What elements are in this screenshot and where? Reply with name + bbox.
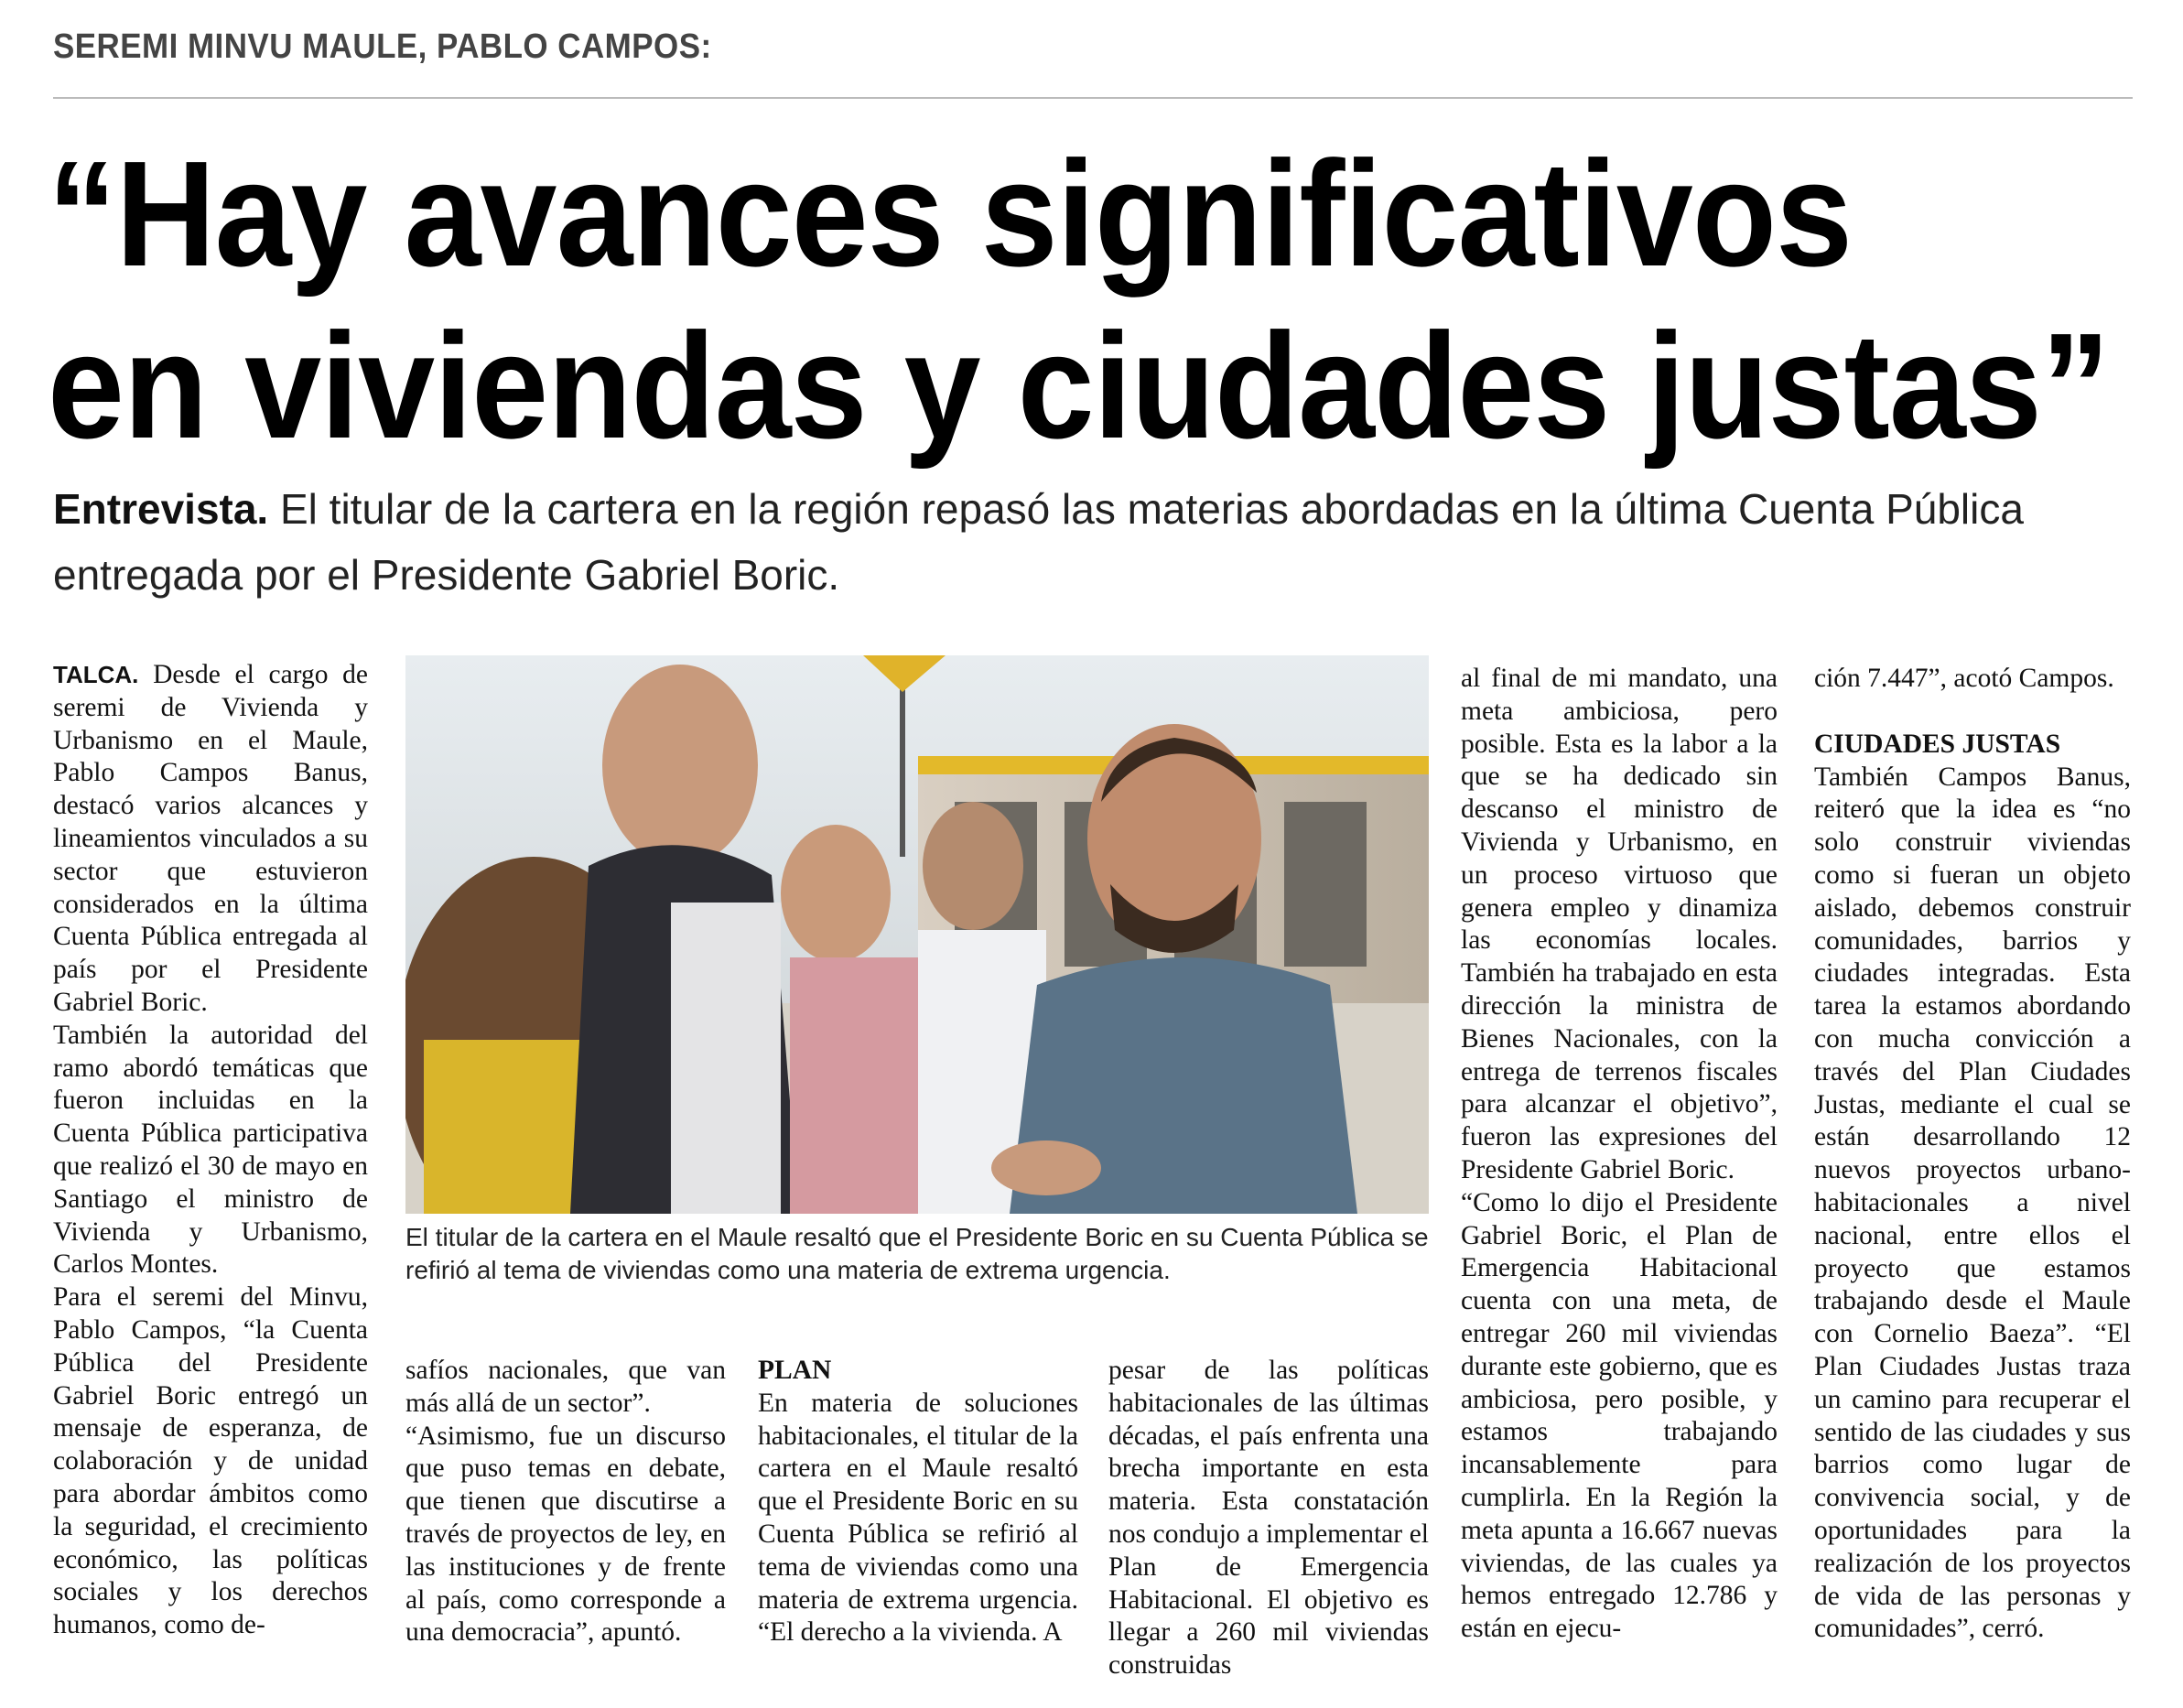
photo-caption: El titular de la cartera en el Maule resaltó que el Presidente Boric en su Cuenta Pública se refirió al tema de viviendas como una materia de extrema urgencia. [405, 1223, 1429, 1284]
article-paragraph: También Campos Banus, reiteró que la idea es “no solo construir viviendas como si fueran un objeto aislado, debemos construir comunidades, barrios y ciudades integradas. Esta tarea la estamos abordando con mucha convicción a través del Plan Ciudades Justas, mediante el cual se están desarrollando 12 nuevos proyectos urbano-habitacionales a nivel nacional, entre ellos el proyecto que estamos trabajando desde el Maule con Cornelio Baeza”. “El Plan Ciudades Justas traza un camino para recuperar el sentido de las ciudades y sus barrios como lugar de convivencia social, y de oportunidades para la realización de los proyectos de vida de las personas y comunidades”, cerró. [1814, 762, 2131, 1644]
article-column-5 [1461, 663, 1778, 1646]
article-photo [405, 655, 1429, 1214]
deck-label: Entrevista. [53, 485, 269, 533]
headline-line-2: en viviendas y ciudades justas” [48, 302, 2110, 470]
headline-line-1: “Hay avances significativos [48, 130, 1853, 297]
article-paragraph: TALCA. Desde el cargo de seremi de Vivienda y Urbanismo en el Maule, Pablo Campos Banus, destacó varios alcances y lineamientos vinculados a su sector que estuvieron considerados en la última Cuenta Pública entregada al país por el Presidente Gabriel Boric. [53, 660, 368, 1017]
article-column-3 [758, 1355, 1078, 1649]
article-paragraph: “Asimismo, fue un discurso que puso temas en debate, que tienen que discutirse a través de proyectos de ley, en las instituciones y de frente al país, como corresponde a una democracia”, apuntó. [405, 1421, 726, 1648]
header-divider [53, 97, 2133, 99]
subheading-plan: PLAN [758, 1356, 832, 1385]
dateline: TALCA. [53, 661, 139, 688]
article-column-1 [53, 659, 368, 1642]
article-paragraph: Para el seremi del Minvu, Pablo Campos, “la Cuenta Pública del Presidente Gabriel Boric entregó un mensaje de esperanza, de colaboración y de unidad para abordar ámbitos como la seguridad, el crecimiento económico, las políticas sociales y los derechos humanos, como de- [53, 1282, 368, 1640]
article-paragraph: ción 7.447”, acotó Campos. [1814, 664, 2114, 693]
article-column-4 [1108, 1355, 1429, 1682]
deck-text: El titular de la cartera en la región repasó las materias abordadas en la última Cuenta Pública entregada por el Presidente Gabriel Boric. [53, 485, 2024, 599]
article-paragraph: “Como lo dijo el Presidente Gabriel Boric, el Plan de Emergencia Habitacional cuenta con una meta, de entregar 260 mil viviendas durante este gobierno, que es ambiciosa, pero posible, y estamos trabajando incansablemente para cumplirla. En la Región la meta apunta a 16.667 nuevas viviendas, de las cuales ya hemos entregado 12.786 y están en ejecu- [1461, 1187, 1778, 1644]
subheading-ciudades-justas: CIUDADES JUSTAS [1814, 729, 2061, 759]
article-paragraph: También la autoridad del ramo abordó temáticas que fueron incluidas en la Cuenta Pública participativa que realizó el 30 de mayo en Santiago el ministro de Vivienda y Urbanismo, Carlos Montes. [53, 1020, 368, 1280]
article-column-2 [405, 1355, 726, 1649]
article-paragraph: safíos nacionales, que van más allá de un sector”. [405, 1356, 726, 1418]
kicker: SEREMI MINVU MAULE, PABLO CAMPOS: [53, 27, 712, 66]
headline [48, 128, 2109, 472]
article-column-6 [1814, 663, 2131, 1646]
article-paragraph: pesar de las políticas habitacionales de las últimas décadas, el país enfrenta una brecha importante en esta materia. Esta constatación nos condujo a implementar el Plan de Emergencia Habitacional. El objetivo es llegar a 260 mil viviendas construidas [1108, 1356, 1429, 1681]
article-paragraph: En materia de soluciones habitacionales, el titular de la cartera en el Maule resaltó que el Presidente Boric en su Cuenta Pública se refirió al tema de viviendas como una materia de extrema urgencia. “El derecho a la vivienda. A [758, 1388, 1078, 1648]
deck [53, 476, 2122, 608]
photo-illustration [405, 655, 1429, 1214]
article-paragraph: al final de mi mandato, una meta ambiciosa, pero posible. Esta es la labor a la que se ha dedicado sin descanso el ministro de Vivienda y Urbanismo, en un proceso virtuoso que genera empleo y dinamiza las economías locales. También ha trabajado en esta dirección la ministra de Bienes Nacionales, con la entrega de terrenos fiscales para alcanzar el objetivo”, fueron las expresiones del Presidente Gabriel Boric. [1461, 664, 1778, 1184]
